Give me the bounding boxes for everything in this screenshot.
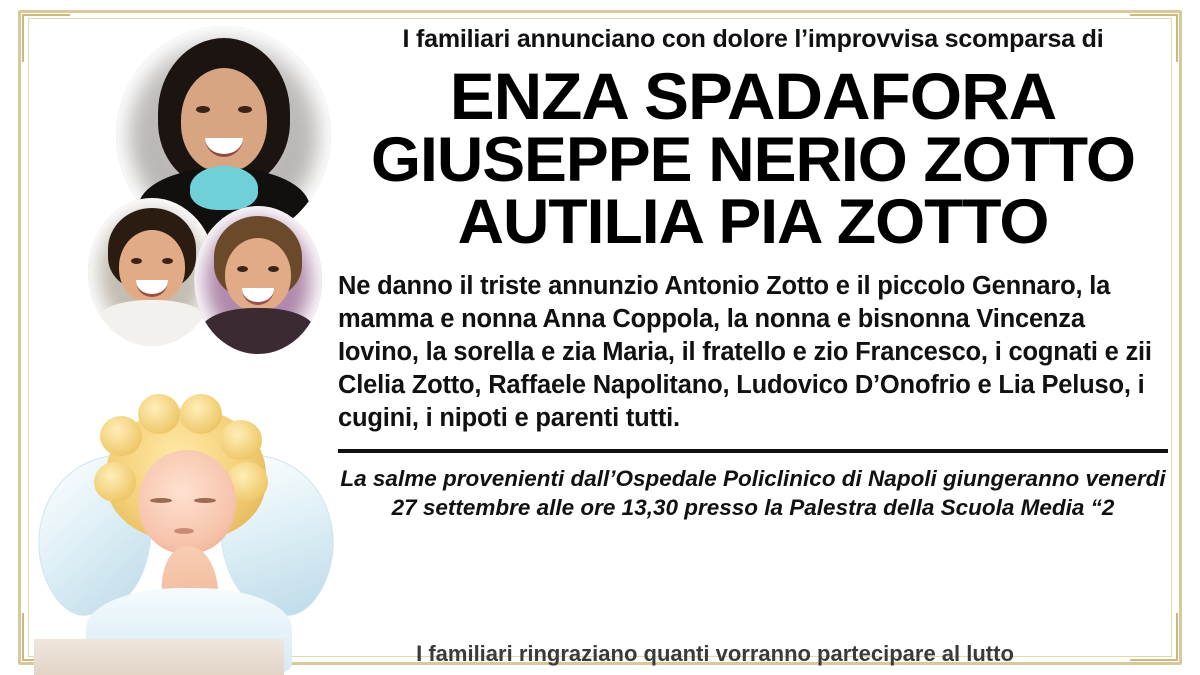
bottom-strip bbox=[0, 639, 1200, 675]
boy-eye-left bbox=[131, 258, 142, 264]
funeral-note: La salme provenienti dall’Ospedale Policlinico di Napoli giungeranno venerdi 27 settembre alle ore 13,30 presso la Palestra della Scuola Media “2 bbox=[340, 466, 1166, 521]
deceased-name-2: GIUSEPPE NERIO ZOTTO bbox=[371, 124, 1135, 195]
deceased-name-1: ENZA SPADAFORA bbox=[449, 58, 1057, 133]
portrait-neckline bbox=[190, 166, 258, 210]
boy-body bbox=[94, 300, 210, 346]
girl-eye-left bbox=[237, 266, 248, 272]
angel-curl bbox=[180, 394, 222, 434]
image-column bbox=[34, 20, 324, 655]
praying-angel-illustration bbox=[34, 350, 334, 670]
divider-rule bbox=[338, 449, 1168, 453]
text-column bbox=[338, 18, 1168, 523]
bottom-partial-text: I familiari ringraziano quanti vorranno partecipare al lutto bbox=[416, 641, 1014, 666]
angel-eye-left bbox=[150, 498, 172, 503]
bottom-left-block bbox=[34, 639, 284, 675]
angel-eye-right bbox=[194, 498, 216, 503]
angel-curl bbox=[220, 420, 262, 460]
girl-body bbox=[200, 308, 316, 354]
deceased-name-3: AUTILIA PIA ZOTTO bbox=[457, 187, 1049, 258]
intro-line: I familiari annunciano con dolore l’improvvisa scomparsa di bbox=[402, 25, 1104, 53]
angel-curl bbox=[138, 394, 180, 434]
angel-curl bbox=[100, 416, 142, 456]
portrait-eye-left bbox=[196, 106, 210, 113]
angel-curl bbox=[94, 462, 136, 502]
portrait-girl-photo bbox=[194, 206, 322, 354]
portrait-eye-right bbox=[238, 106, 252, 113]
deceased-names bbox=[338, 58, 1168, 258]
girl-eye-right bbox=[268, 266, 279, 272]
announcement-text: Ne danno il triste annunzio Antonio Zotto e il piccolo Gennaro, la mamma e nonna Anna Coppola, la nonna e bisnonna Vincenza Iovino, la sorella e zia Maria, il fratello e zio Francesco, i cognati e zii Clelia Zotto, Raffaele Napolitano, Ludovico D’Onofrio e Lia Peluso, i cugini, i nipoti e parenti tutti. bbox=[338, 271, 1152, 433]
boy-eye-right bbox=[162, 258, 173, 264]
angel-mouth bbox=[174, 528, 194, 534]
